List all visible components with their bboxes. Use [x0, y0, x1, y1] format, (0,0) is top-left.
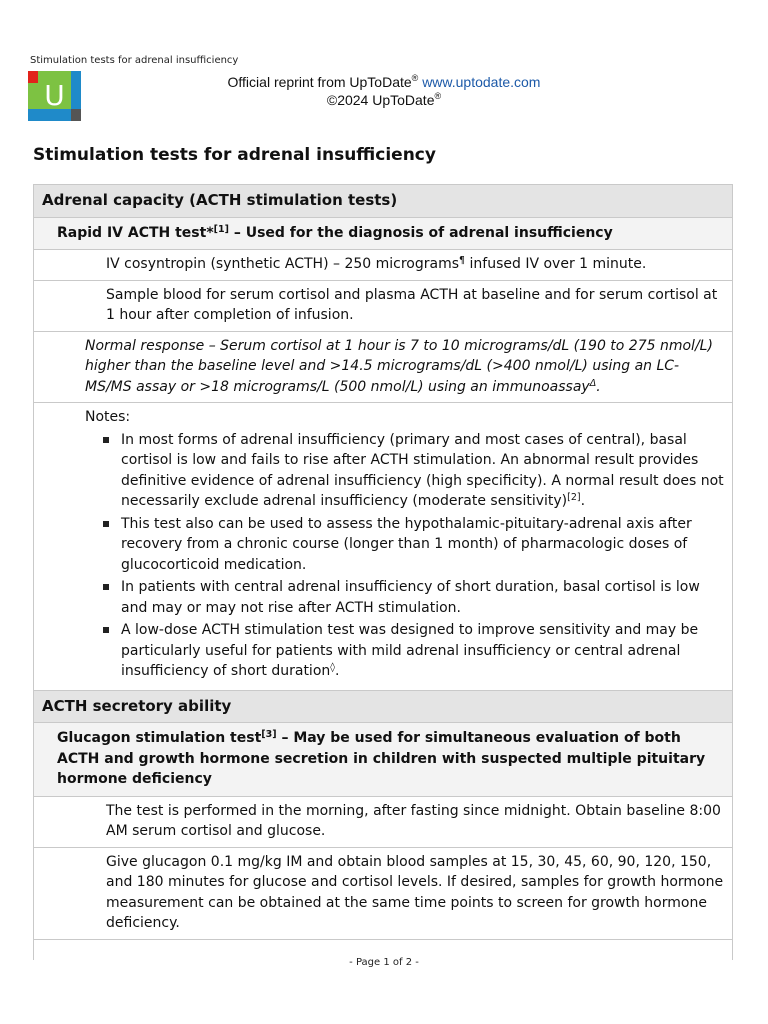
- registered-mark: ®: [411, 73, 419, 83]
- step-text-tail: infused IV over 1 minute.: [465, 256, 647, 272]
- document-small-title: Stimulation tests for adrenal insufficiency: [30, 55, 239, 66]
- test-heading-rapid-acth: [34, 218, 732, 251]
- notes-block: [34, 403, 732, 691]
- normal-response-tail: .: [596, 378, 601, 395]
- step-text: IV cosyntropin (synthetic ACTH) – 250 micrograms: [106, 256, 460, 272]
- normal-response: [34, 332, 732, 404]
- note-text: In most forms of adrenal insufficiency (primary and most cases of central), basal cortisol is low and fails to rise after ACTH stimulation. An abnormal result provides definitive evidence of adrenal insufficiency (high specificity). A normal result does not necessarily exclude adrenal insufficiency (moderate sensitivity): [121, 431, 724, 509]
- footnote-mark: Δ: [589, 377, 597, 389]
- step-morning-fasting: The test is performed in the morning, after fasting since midnight. Obtain baseline 8:00 AM serum cortisol and glucose.: [34, 797, 732, 848]
- footnote-mark: ¶: [459, 255, 466, 266]
- list-item: [85, 620, 724, 682]
- test-description: – Used for the diagnosis of adrenal insufficiency: [228, 224, 613, 241]
- test-description: – May be used for simultaneous evaluation of both ACTH and growth hormone secretion in children with suspected multiple pituitary hormone deficiency: [57, 730, 706, 787]
- section-heading-acth-secretory: ACTH secretory ability: [34, 691, 732, 724]
- registered-mark-2: ®: [434, 91, 442, 101]
- reprint-notice: [0, 73, 768, 109]
- list-item: In patients with central adrenal insufficiency of short duration, basal cortisol is low and may or may not rise after ACTH stimulation.: [85, 577, 724, 618]
- reference-link[interactable]: [3]: [261, 729, 277, 740]
- stimulation-tests-table: [33, 184, 733, 960]
- reprint-prefix: Official reprint from UpToDate: [227, 74, 412, 90]
- note-text: A low-dose ACTH stimulation test was designed to improve sensitivity and may be particularly useful for patients with mild adrenal insufficiency or central adrenal insufficiency of short duration: [121, 622, 699, 679]
- notes-label: Notes:: [85, 409, 131, 425]
- note-tail: .: [580, 493, 586, 509]
- section-heading-adrenal-capacity: Adrenal capacity (ACTH stimulation tests): [34, 185, 732, 218]
- logo-letter: U: [44, 79, 65, 112]
- step-sample-blood: Sample blood for serum cortisol and plasma ACTH at baseline and for serum cortisol at 1 hour after completion of infusion.: [34, 281, 732, 332]
- test-name: Rapid IV ACTH test*: [57, 224, 214, 241]
- test-name: Glucagon stimulation test: [57, 730, 262, 746]
- list-item: [85, 430, 724, 512]
- step-cosyntropin: [34, 250, 732, 281]
- copyright-text: ©2024 UpToDate: [326, 92, 435, 108]
- list-item: This test also can be used to assess the hypothalamic-pituitary-adrenal axis after recovery from a chronic course (longer than 1 month) of pharmacologic doses of glucocorticoid medication.: [85, 514, 724, 576]
- reference-link[interactable]: [1]: [213, 223, 229, 235]
- page-title: Stimulation tests for adrenal insufficiency: [33, 145, 436, 165]
- uptodate-link[interactable]: www.uptodate.com: [422, 74, 541, 90]
- reference-link[interactable]: [2]: [567, 492, 581, 503]
- test-heading-glucagon: [34, 723, 732, 797]
- footnote-mark: ◊: [330, 662, 335, 673]
- normal-response-text: Normal response – Serum cortisol at 1 hour is 7 to 10 micrograms/dL (190 to 275 nmol/L) higher than the baseline level and >14.5 micrograms/dL (>400 nmol/L) using an LC-MS/MS assay or >18 micrograms/L (500 nmol/L) using an immunoassay: [85, 337, 713, 395]
- page-number: - Page 1 of 2 -: [349, 957, 419, 968]
- note-tail: .: [334, 663, 340, 679]
- notes-list: [85, 430, 724, 682]
- step-give-glucagon: Give glucagon 0.1 mg/kg IM and obtain blood samples at 15, 30, 45, 60, 90, 120, 150, and 180 minutes for glucose and cortisol levels. If desired, samples for growth hormone measurement can be obtained at the same time points to screen for growth hormone deficiency.: [34, 848, 732, 940]
